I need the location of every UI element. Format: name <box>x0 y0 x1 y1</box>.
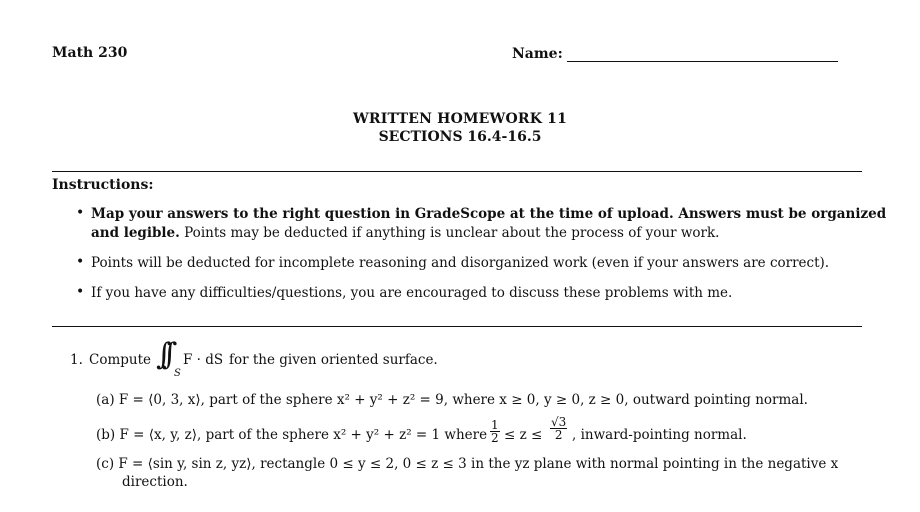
problem-tail: for the given oriented surface. <box>229 352 438 368</box>
fraction-one-half: $\frac{1}{2}$ <box>491 418 499 445</box>
surface-subscript: S <box>174 368 181 379</box>
bullet-dot: • <box>76 284 85 300</box>
homework-title: WRITTEN HOMEWORK 11 <box>352 111 568 127</box>
bullet1-rest: Points may be deducted if anything is unclear about the process of your work. <box>179 225 720 241</box>
part-c-line2: direction. <box>122 474 188 490</box>
part-b-mid: ≤ z ≤ <box>504 427 543 443</box>
instructions-heading: Instructions: <box>52 177 154 193</box>
bullet1-line1: Map your answers to the right question in GradeScope at the time of upload. Answers must be organized <box>91 206 887 222</box>
sections-subtitle: SECTIONS 16.4-16.5 <box>378 129 542 145</box>
part-b-post: , inward-pointing normal. <box>572 427 747 443</box>
problem-lead: Compute <box>89 352 152 368</box>
bullet2-text: Points will be deducted for incomplete reasoning and disorganized work (even if your answers are correct). <box>91 255 830 271</box>
problem-integrand: F · dS <box>183 352 224 368</box>
bullet3-text: If you have any difficulties/questions, you are encouraged to discuss these problems with me. <box>91 285 733 301</box>
fraction-sqrt3-half: $\frac{√3}{2}$ <box>551 415 567 442</box>
double-integral-symbol: ∫∫ <box>156 337 168 372</box>
part-b-pre: (b) F = ⟨x, y, z⟩, part of the sphere x² + y² + z² = 1 where <box>96 427 488 443</box>
part-c-line1: (c) F = ⟨sin y, sin z, yz⟩, rectangle 0 ≤ y ≤ 2, 0 ≤ z ≤ 3 in the yz plane with normal pointing in the negative x <box>96 456 839 472</box>
name-label: Name: <box>512 46 563 62</box>
course-label: Math 230 <box>52 45 128 61</box>
bullet1-bold-tail: and legible. <box>91 225 180 241</box>
top-divider <box>52 171 862 172</box>
bullet-dot: • <box>76 205 85 221</box>
bullet1-line2 <box>91 225 719 241</box>
part-a: (a) F = ⟨0, 3, x⟩, part of the sphere x² + y² + z² = 9, where x ≥ 0, y ≥ 0, z ≥ 0, outward pointing normal. <box>96 392 808 408</box>
problem-number: 1. <box>70 352 83 368</box>
bottom-divider <box>52 326 862 327</box>
name-blank-line <box>567 61 838 62</box>
bullet-dot: • <box>76 254 85 270</box>
